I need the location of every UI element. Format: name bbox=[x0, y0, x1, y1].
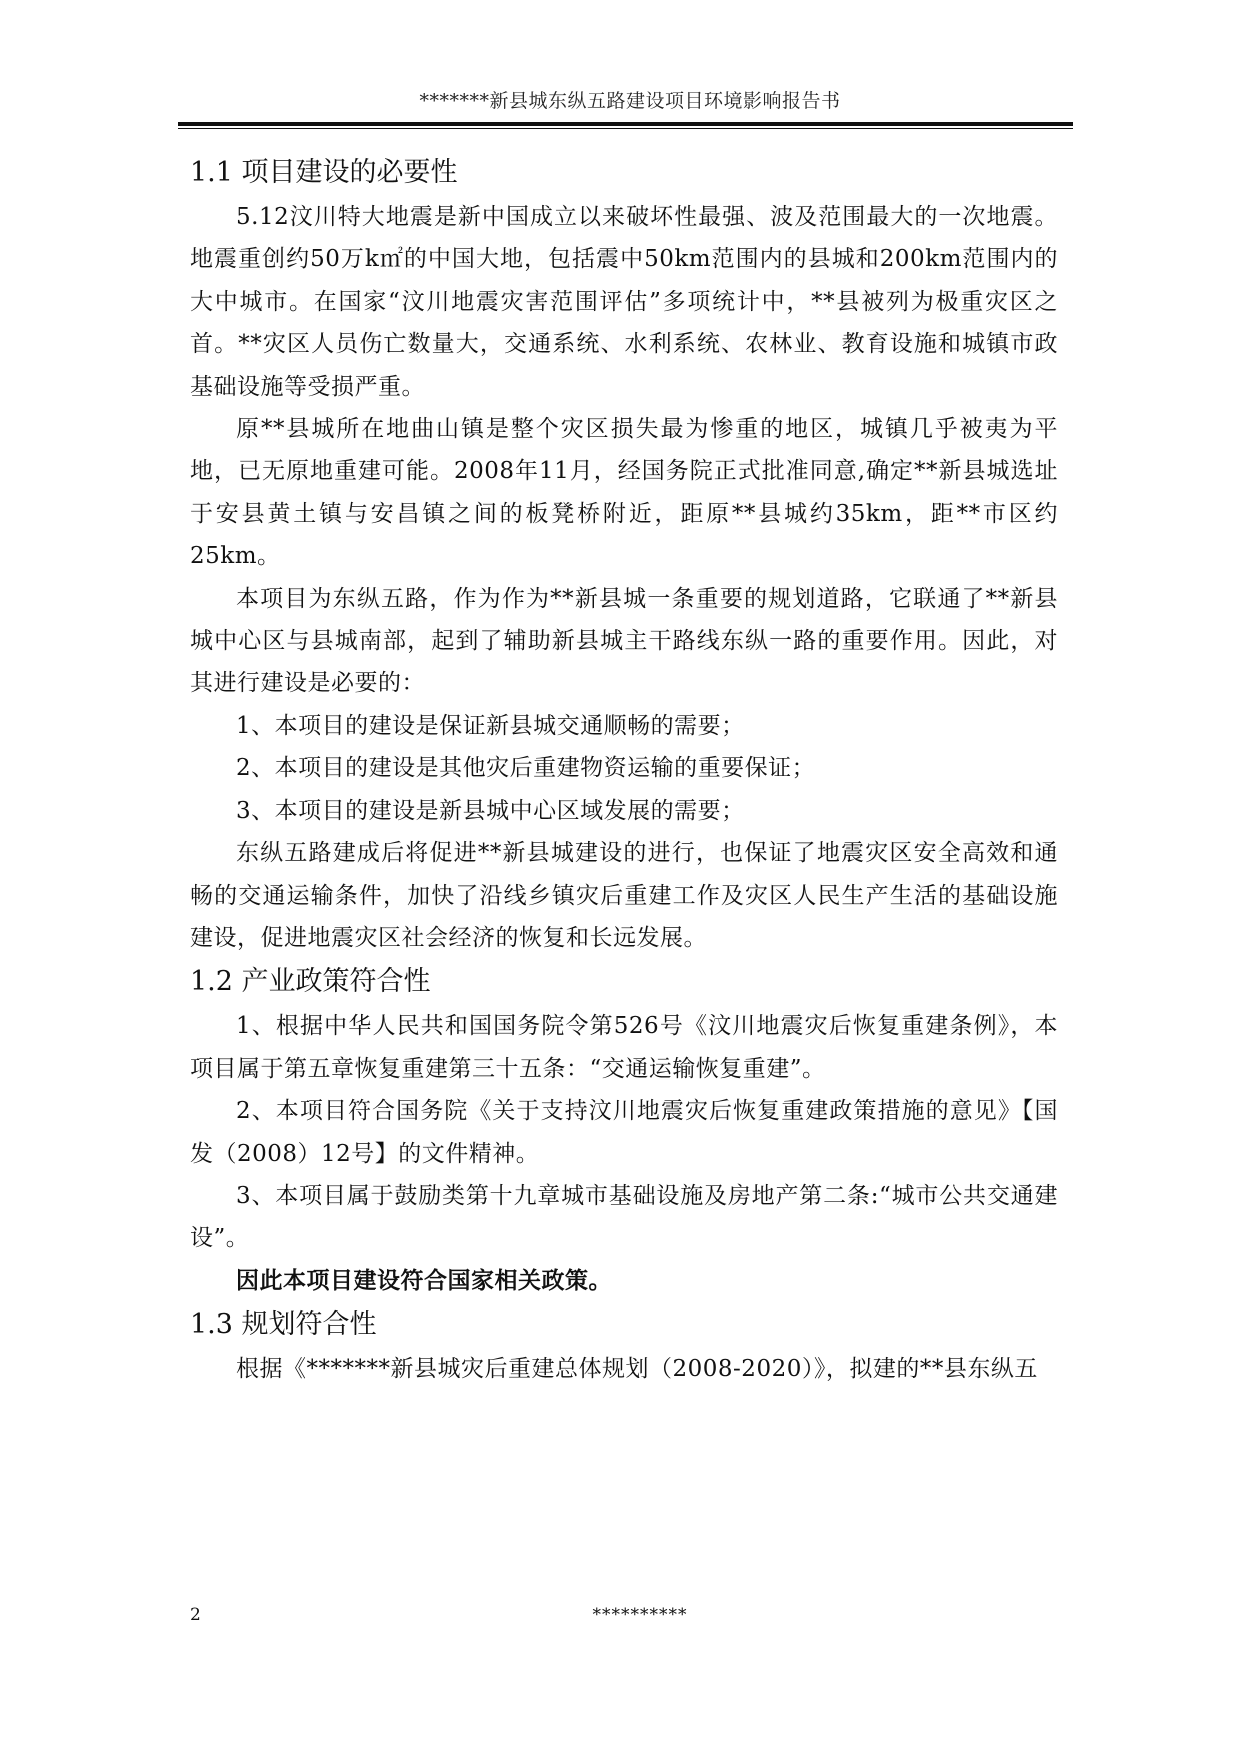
section-heading-1-2: 1.2 产业政策符合性 bbox=[190, 966, 431, 998]
paragraph: 本项目为东纵五路，作为作为**新县城一条重要的规划道路，它联通了**新县城中心区与县城南部，起到了辅助新县城主干路线东纵一路的重要作用。因此，对其进行建设是必要的： bbox=[190, 585, 1058, 697]
conclusion-paragraph: 因此本项目建设符合国家相关政策。 bbox=[236, 1266, 612, 1294]
header-rule-thick bbox=[178, 122, 1073, 126]
list-item: 3、本项目属于鼓励类第十九章城市基础设施及房地产第二条:“城市公共交通建设”。 bbox=[190, 1182, 1058, 1252]
header-rule-thin bbox=[178, 128, 1073, 129]
list-item: 3、本项目的建设是新县城中心区域发展的需要； bbox=[236, 797, 745, 824]
section-heading-1-1: 1.1 项目建设的必要性 bbox=[190, 157, 458, 188]
section-heading-1-3: 1.3 规划符合性 bbox=[190, 1309, 377, 1341]
paragraph: 5.12汶川特大地震是新中国成立以来破坏性最强、波及范围最大的一次地震。地震重创约50万k㎡的中国大地，包括震中50km范围内的县城和200km范围内的大中城市。在国家“汶川地震灾害范围评估”多项统计中，**县被列为极重灾区之首。**灾区人员伤亡数量大，交通系统、水利系统、农林业、教育设施和城镇市政基础设施等受损严重。 bbox=[190, 204, 1058, 400]
paragraph: 根据《*******新县城灾后重建总体规划（2008-2020）》，拟建的**县东纵五 bbox=[236, 1356, 1038, 1383]
list-item: 2、本项目的建设是其他灾后重建物资运输的重要保证； bbox=[236, 755, 816, 782]
paragraph: 东纵五路建成后将促进**新县城建设的进行，也保证了地震灾区安全高效和通畅的交通运输条件，加快了沿线乡镇灾后重建工作及灾区人民生产生活的基础设施建设，促进地震灾区社会经济的恢复和长远发展。 bbox=[190, 840, 1058, 951]
list-item: 1、本项目的建设是保证新县城交通顺畅的需要； bbox=[236, 712, 745, 739]
list-item: 1、根据中华人民共和国国务院令第526号《汶川地震灾后恢复重建条例》，本项目属于第五章恢复重建第三十五条：“交通运输恢复重建”。 bbox=[190, 1013, 1058, 1082]
paragraph: 原**县城所在地曲山镇是整个灾区损失最为惨重的地区，城镇几乎被夷为平地，已无原地重建可能。2008年11月，经国务院正式批准同意,确定**新县城选址于安县黄土镇与安昌镇之间的板凳桥附近，距原**县城约35km，距**市区约25km。 bbox=[190, 416, 1058, 570]
footer-text: ********** bbox=[592, 1605, 688, 1625]
page-number: 2 bbox=[190, 1605, 201, 1625]
list-item: 2、本项目符合国务院《关于支持汶川地震灾后恢复重建政策措施的意见》【国发（2008）12号】的文件精神。 bbox=[190, 1098, 1058, 1167]
page-header-title: *******新县城东纵五路建设项目环境影响报告书 bbox=[419, 90, 841, 112]
document-body bbox=[190, 150, 1058, 1391]
